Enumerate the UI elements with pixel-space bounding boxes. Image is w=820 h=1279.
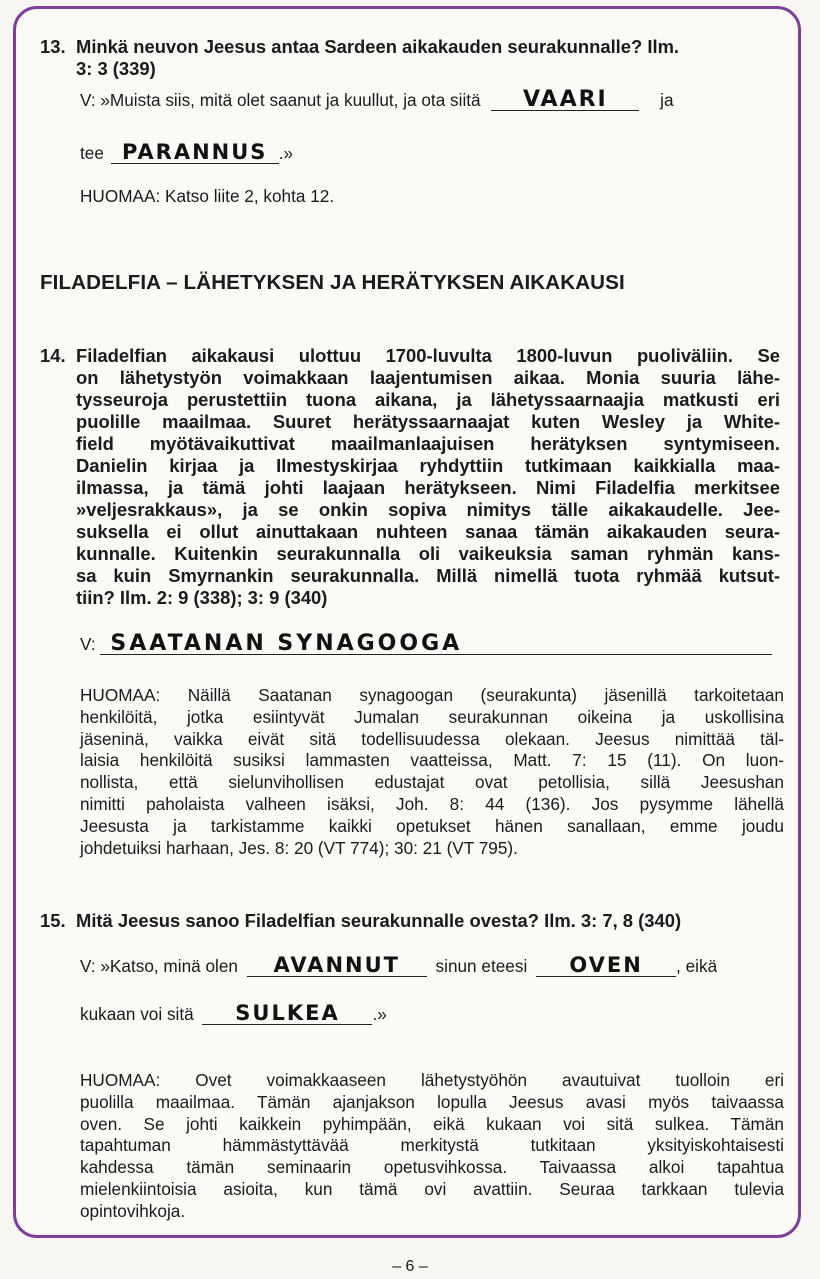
question-number: 15. xyxy=(40,910,66,931)
note-line: opintovihkoja. xyxy=(80,1200,186,1221)
answer-blank[interactable] xyxy=(491,87,639,112)
question-text-line: Minkä neuvon Jeesus antaa Sardeen aikakauden seurakunnalle? Ilm. xyxy=(76,36,680,57)
handwritten-answer: SAATANAN SYNAGOOGA xyxy=(110,631,463,656)
question-text-line: Filadelfian aikakausi ulottuu 1700-luvulta 1800-luvun puoliväliin. Se xyxy=(76,345,780,366)
answer-blank[interactable] xyxy=(202,1003,372,1025)
answer-blank[interactable] xyxy=(536,955,676,977)
question-text-line: field myötävaikuttivat maailmanlaajuisen herätyksen syntymiseen. xyxy=(76,433,780,454)
answer-blank[interactable] xyxy=(100,631,772,656)
answer-14: V: SAATANAN SYNAGOOGA xyxy=(80,634,785,656)
answer-15-line-1: V: »Katso, minä olen AVANNUT sinun eteesi OVEN , eikä xyxy=(80,953,718,977)
question-text-line: tysseuroja perustettiin tuona aikana, ja lähetyssaarnaajia matkusti eri xyxy=(76,389,780,410)
note-line: jäseninä, vaikka eivät sitä todellisuudessa olekaan. Jeesus nimittää täl- xyxy=(80,728,784,749)
question-text: Mitä Jeesus sanoo Filadelfian seurakunnalle ovesta? Ilm. 3: 7, 8 (340) xyxy=(76,910,682,931)
handwritten-answer: VAARI xyxy=(523,87,608,112)
note-line: HUOMAA: Näillä Saatanan synagoogan (seurakunta) jäsenillä tarkoitetaan xyxy=(80,685,784,705)
question-text-line: »veljesrakkaus», ja se onkin sopiva nimitys tälle aikakaudelle. Jee- xyxy=(76,499,780,520)
answer-13-line-2: tee PARANNUS .» xyxy=(80,140,294,164)
handwritten-answer: PARANNUS xyxy=(121,140,268,164)
question-text-line: kunnalle. Kuitenkin seurakunnalla oli vaikeuksia saman ryhmän kans- xyxy=(76,543,780,564)
answer-blank[interactable] xyxy=(111,142,279,164)
question-number: 13. xyxy=(40,36,66,57)
question-text-line: ilmassa, ja tämä johti laajaan herätykseen. Nimi Filadelfia merkitsee xyxy=(76,477,780,498)
note-13: HUOMAA: Katso liite 2, kohta 12. xyxy=(80,186,335,206)
note-line: Jeesusta ja tarkistamme kaikki opetukset hänen sanallaan, emme joudu xyxy=(80,815,784,836)
page-number: – 6 – xyxy=(392,1258,428,1275)
handwritten-answer: AVANNUT xyxy=(273,953,400,977)
question-text-line: tiin? Ilm. 2: 9 (338); 3: 9 (340) xyxy=(76,587,328,608)
answer-13-line-1: V: »Muista siis, mitä olet saanut ja kuullut, ja ota siitä VAARI ja xyxy=(80,87,674,112)
note-line: kahdessa tämän seminaarin opetusvihkossa. Taivaassa alkoi tapahtua xyxy=(80,1157,784,1178)
note-line: tapahtuman hämmästyttävää merkitystä tutkitaan yksityiskohtaisesti xyxy=(80,1135,784,1156)
note-line: HUOMAA: Ovet voimakkaaseen lähetystyöhön avautuivat tuolloin eri xyxy=(80,1070,784,1090)
note-line: henkilöitä, jotka esiintyvät Jumalan seurakunnan oikeina ja uskollisina xyxy=(80,706,784,727)
note-line: oven. Se johti kaikkein pyhimpään, eikä kukaan voi sitä sulkea. Tämän xyxy=(80,1113,784,1134)
answer-blank[interactable] xyxy=(247,955,427,977)
note-line: nimitti paholaista valheen isäksi, Joh. 8: 44 (136). Jos pysymme lähellä xyxy=(80,793,784,814)
question-text-line: 3: 3 (339) xyxy=(76,58,156,79)
note-line: mielenkiintoisia asioita, kun tämä ovi avattiin. Seuraa tarkkaan tulevia xyxy=(80,1178,784,1199)
note-line: nollista, että sielunvihollisen edustajat ovat petollisia, sillä Jeesushan xyxy=(80,772,784,793)
question-text-line: puolille maailmaa. Suuret herätyssaarnaajat kuten Wesley ja White- xyxy=(76,411,780,432)
note-15 xyxy=(80,1070,784,1223)
question-text-line: Danielin kirjaa ja Ilmestyskirjaa ryhdyttiin tutkimaan kaikkialla maa- xyxy=(76,455,780,476)
question-text-line: suksella ei ollut ainuttakaan nuhteen sanaa tämän aikakauden seura- xyxy=(76,521,780,542)
question-number: 14. xyxy=(40,345,66,366)
section-heading: FILADELFIA – LÄHETYKSEN JA HERÄTYKSEN AIKAKAUSI xyxy=(40,271,625,294)
handwritten-answer: OVEN xyxy=(569,953,643,977)
question-13 xyxy=(40,36,780,82)
note-line: puolilla maailmaa. Tämän ajanjakson lopulla Jeesus avasi myös taivaassa xyxy=(80,1091,784,1112)
question-text-line: sa kuin Smyrnankin seurakunnalla. Millä nimellä tuota ryhmää kutsut- xyxy=(76,565,780,586)
note-line: laisia henkilöitä susiksi lammasten vaatteissa, Matt. 7: 15 (11). On luon- xyxy=(80,750,784,771)
note-line: johdetuiksi harhaan, Jes. 8: 20 (VT 774); 30: 21 (VT 795). xyxy=(80,837,518,858)
answer-15-line-2: kukaan voi sitä SULKEA .» xyxy=(80,1001,387,1025)
note-14 xyxy=(80,685,784,859)
question-text-line: on lähetystyön voimakkaan laajentumisen aikaa. Monia suuria lähe- xyxy=(76,367,780,388)
handwritten-answer: SULKEA xyxy=(235,1001,340,1025)
